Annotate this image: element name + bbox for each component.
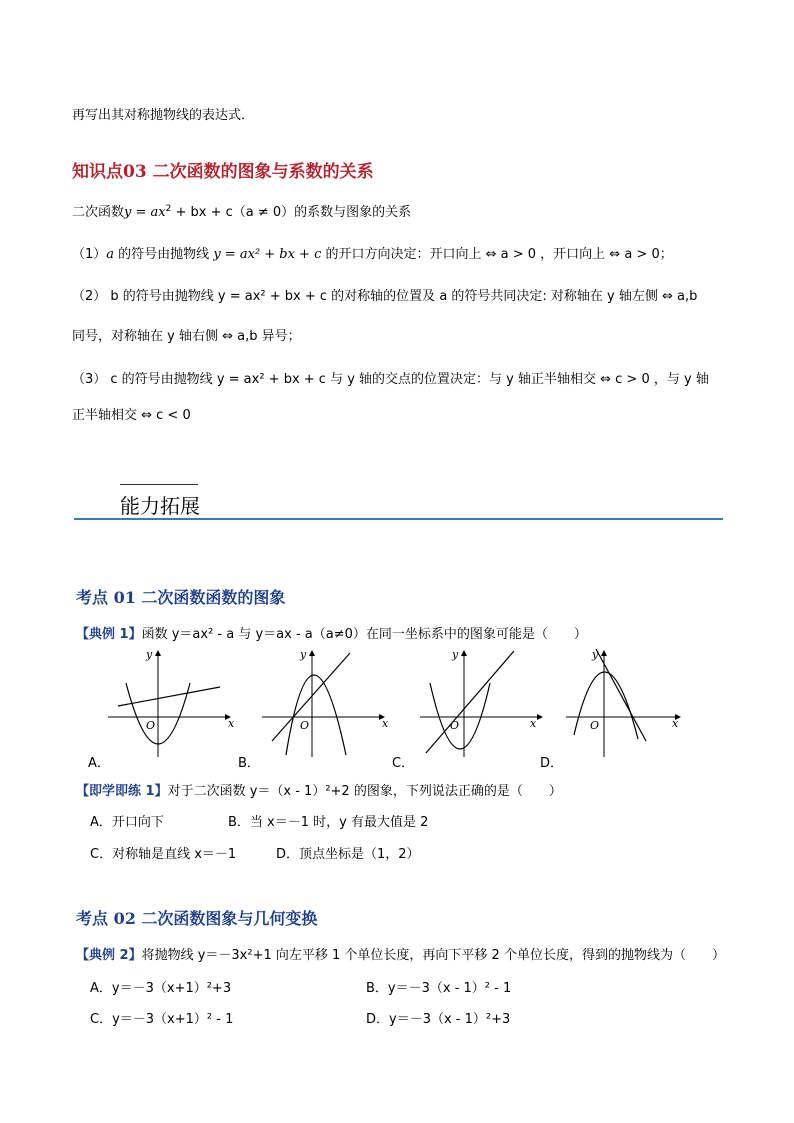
example-2-tag: 【典例 2】 [76,948,142,963]
example-1 [76,623,587,642]
knowledge-item-2-line-1: （2） b 的符号由抛物线 y = ax² + bx + c 的对称轴的位置及 a 的符号共同决定: 对称轴在 y 轴左侧 ⇔ a,b [72,289,698,304]
item1-formula: y = ax² + bx + c [213,247,322,262]
practice-1-option-c: C．对称轴是直线 x＝－1 [90,847,237,862]
heading-underline [74,518,723,520]
ability-title: 能力拓展 [120,494,200,518]
practice-1-tag: 【即学即练 1】 [76,784,168,799]
y-label: y [452,648,459,661]
knowledge-item-2-line-2: 同号，对称轴在 y 轴右侧 ⇔ a,b 异号； [72,329,301,344]
item1-rest: 的开口方向决定：开口向上 ⇔ a > 0 ，开口向上 ⇔ a > 0； [321,247,673,262]
practice-1-option-d: D．顶点坐标是（1，2） [276,847,420,862]
knowledge-item-1 [72,243,673,262]
origin-label: O [300,719,310,732]
knowledge-lead-b: + bx + c（a ≠ 0）的系数与图象的关系 [171,205,412,220]
knowledge-lead-a: 二次函数 [72,205,125,220]
line [272,653,350,741]
origin-label: O [450,719,460,732]
graph-d [566,645,701,760]
x-label: x [228,717,235,730]
knowledge-lead: 二次函数$y = ax^2$ + bx + c（a ≠ 0）的系数与图象的关系 [72,204,412,220]
item1-num: （1） [72,247,107,262]
y-label: y [592,648,599,661]
graph-a [108,645,243,760]
example-2-option-a: A．y＝－3（x+1）²+3 [90,981,232,996]
example-2-text: 将抛物线 y＝－3x²+1 向左平移 1 个单位长度，再向下平移 2 个单位长度，得到的抛物线为（ ） [141,948,725,963]
x-label: x [672,717,679,730]
practice-1-option-b: B．当 x＝－1 时，y 有最大值是 2 [228,815,429,830]
item1-text: 的符号由抛物线 [114,247,214,262]
x-label: x [382,717,389,730]
line [426,651,514,753]
graph-d-label: D． [540,756,564,771]
graph-c [420,645,555,760]
section-2-title: 考点 02 二次函数图象与几何变换 [76,909,318,928]
graph-c-label: C． [392,756,415,771]
example-1-text: 函数 y＝ax² - a 与 y＝ax - a（a≠0）在同一坐标系中的图象可能是（ ） [141,627,587,642]
heading-overline [120,484,198,485]
practice-1 [76,780,562,799]
item1-var: a [106,247,115,262]
graph-a-label: A． [88,756,110,771]
origin-label: O [590,719,600,732]
origin-label: O [146,719,156,732]
knowledge-item-3-line-1: （3） c 的符号由抛物线 y = ax² + bx + c 与 y 轴的交点的位置决定：与 y 轴正半轴相交 ⇔ c > 0 ，与 y 轴 [72,372,709,387]
knowledge-title: 知识点03 二次函数的图象与系数的关系 [72,162,374,182]
graph-b-label: B． [238,756,260,771]
x-label: x [530,717,537,730]
practice-1-text: 对于二次函数 y＝（x - 1）²+2 的图象，下列说法正确的是（ ） [167,784,562,799]
graph-b [262,645,397,760]
parabola [430,683,490,749]
section-1-title: 考点 01 二次函数函数的图象 [76,588,286,607]
intro-line: 再写出其对称抛物线的表达式． [72,108,255,123]
example-1-tag: 【典例 1】 [76,627,142,642]
example-2-option-b: B．y＝－3（x - 1）² - 1 [366,981,512,996]
knowledge-lead-formula: y = ax [124,205,166,220]
knowledge-item-3-line-2: 正半轴相交 ⇔ c < 0 [72,408,191,423]
example-2 [76,944,725,963]
y-label: y [300,648,307,661]
y-label: y [146,648,153,661]
practice-1-option-a: A．开口向下 [90,815,164,830]
example-2-option-c: C．y＝－3（x+1）² - 1 [90,1012,234,1027]
line [118,687,220,706]
parabola [574,672,638,739]
example-2-option-d: D．y＝－3（x - 1）²+3 [366,1012,511,1027]
